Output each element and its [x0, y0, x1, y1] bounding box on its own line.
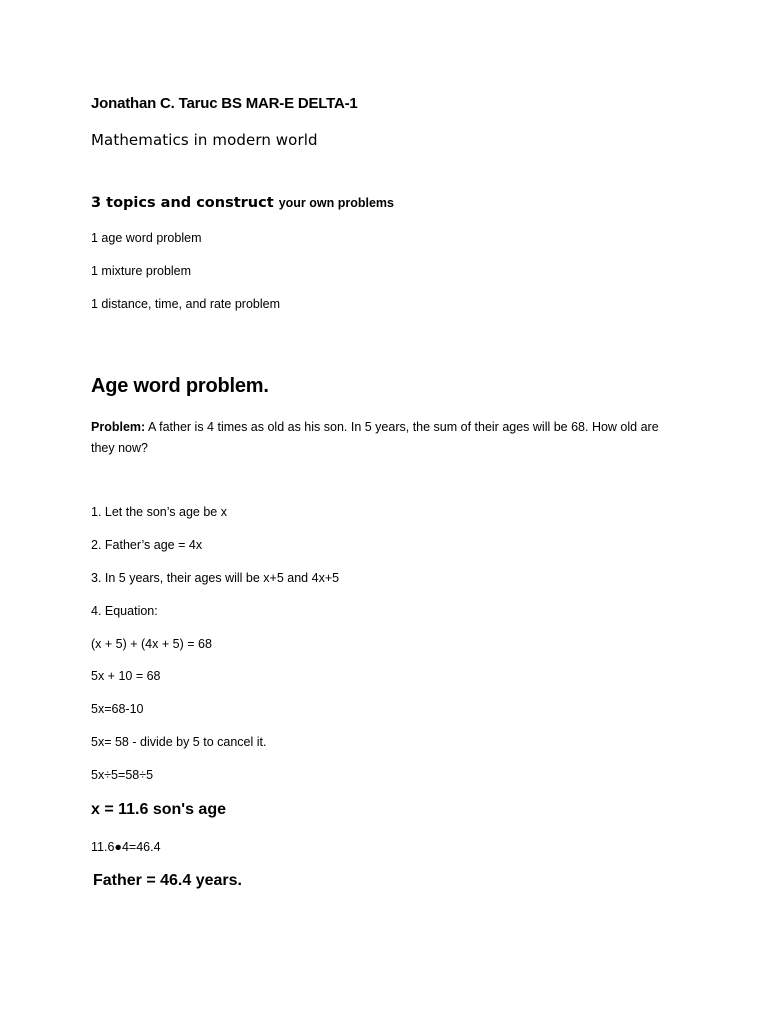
solution-step: 3. In 5 years, their ages will be x+5 and 4x+5: [91, 571, 340, 585]
father-calculation: 11.6●4=46.4: [91, 840, 161, 854]
topics-heading-small: your own problems: [278, 196, 394, 210]
author-line: Jonathan C. Taruc BS MAR-E DELTA-1: [91, 95, 358, 112]
topic-item-mixture: 1 mixture problem: [91, 264, 192, 278]
problem-label: Problem:: [91, 420, 146, 434]
topic-item-distance: 1 distance, time, and rate problem: [91, 297, 280, 311]
solution-step: 2. Father’s age = 4x: [91, 538, 203, 552]
solution-step: 1. Let the son’s age be x: [91, 505, 227, 519]
problem-text: A father is 4 times as old as his son. In 5 years, the sum of their ages will be 68. How old are they now?: [91, 420, 659, 455]
son-age-result: x = 11.6 son's age: [91, 801, 226, 818]
solution-step: 5x=68-10: [91, 702, 144, 716]
topic-item-age: 1 age word problem: [91, 231, 202, 245]
solution-step: 5x + 10 = 68: [91, 669, 161, 683]
solution-step: 5x= 58 - divide by 5 to cancel it.: [91, 735, 267, 749]
topics-heading: [91, 195, 394, 211]
section-title: Age word problem.: [91, 375, 269, 397]
problem-statement: [91, 417, 671, 459]
solution-step: 4. Equation:: [91, 604, 158, 618]
solution-step: 5x÷5=58÷5: [91, 768, 154, 782]
solution-step: (x + 5) + (4x + 5) = 68: [91, 637, 212, 651]
course-title: Mathematics in modern world: [91, 131, 318, 149]
topics-heading-main: 3 topics and construct: [91, 195, 274, 211]
father-age-result: Father = 46.4 years.: [93, 872, 242, 889]
